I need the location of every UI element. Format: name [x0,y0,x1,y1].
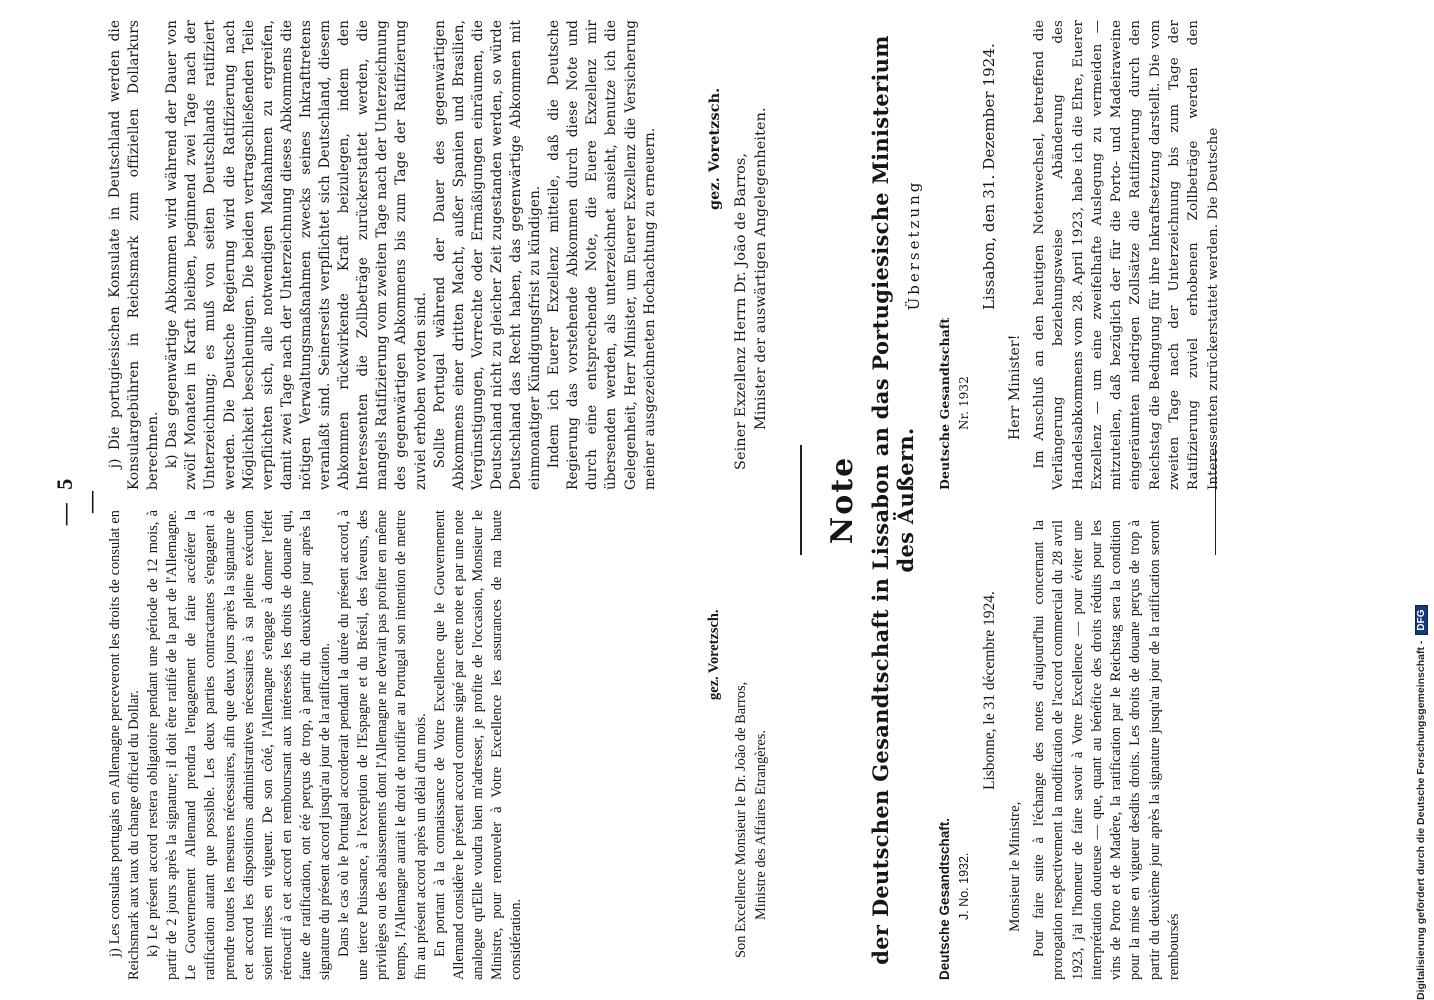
divider-rule-upper [800,445,802,555]
french-para-portugal: Dans le cas où le Portugal accorderait pendant la durée du présent accord, à une tierce Puissance, à l'exception de l'Espagne et du Brésil, des faveurs, des privilèges ou des abaissements dont l'Allemagne ne devrait pas profiter en même temps, l'Allemagne aurait le droit de notifier au Portugal son intention de mettre fin au présent accord après un délai d'un mois. [336,510,429,980]
german-addressee-line1: Seiner Exzellenz Herrn Dr. João de Barros, [733,152,749,470]
note-subtitle: der Deutschen Gesandtschaft in Lissabon an das Portugiesische Ministerium des Äußern. [868,35,918,965]
french-legation: Deutsche Gesandtschaft. [937,817,952,980]
french-addressee-line1: Son Excellence Monsieur le Dr. João de Barros, [733,681,749,958]
german-legation: Deutsche Gesandtschaft [937,317,952,490]
french-column-upper [106,510,526,980]
french-salutation: Monsieur le Ministre, [1007,801,1023,932]
french-reference: J. No. 1932. [957,852,971,920]
french-signature: gez. Voretzsch. [706,609,722,700]
digitization-footer [1408,0,1434,1000]
french-para-j: j) Les consulats portugais en Allemagne perceveront les droits de consulat en Reichsmark aux taux du change officiel du Dollar. [107,510,143,980]
german-para-portugal: Sollte Portugal während der Dauer des gegenwärtigen Abkommens einer dritten Macht, außer Spanien und Brasilien, Vergünstigungen, Vorrechte oder Ermäßigungen einräumen, die Deutschland nicht zu gleicher Zeit zugestanden werden, so würde Deutschland das Recht haben, das gegenwärtige Abkommen mit einmonatiger Kündigungsfrist zu kündigen. [431,20,544,490]
german-lower-body-text: Im Anschluß an den heutigen Notenwechsel, betreffend die Verlängerung beziehungsweise Abänderung des Handelsabkommens vom 28. April 1923, habe ich die Ehre, Euerer Exzellenz — um eine zweifelhafte Auslegung zu vermeiden — mitzuteilen, daß bezüglich der für die Porto- und Madeiraweine eingeräumten niedrigen Zollsätze die Ratifizierung durch den Reichstag die Bedingung für ihre Inkraftsetzung darstellt. Die vom zweiten Tage nach der Unterzeichnung bis zum Tage der Ratifizierung zuviel erhobenen Zollbeträge werden den Interessenten zurückerstattet werden. Die Deutsche [1032,20,1221,490]
french-place-date: Lisbonne, le 31 décembre 1924. [981,591,998,790]
german-column-upper [106,20,660,490]
german-lower-body [1030,20,1223,490]
translation-label: Übersetzung [905,179,923,311]
digitization-credit: Digitalisierung gefördert durch die Deutsche Forschungsgemeinschaft - [1415,640,1427,1000]
german-para-closing: Indem ich Euerer Exzellenz mitteile, daß die Deutsche Regierung das vorstehende Abkommen durch diese Note und durch eine entsprechende Note, die Euere Exzellenz mir übersenden werden, als unterzeichnet ansieht, benutze ich die Gelegenheit, Herr Minister, um Euerer Exzellenz die Versicherung meiner ausgezeichneten Hochachtung zu erneuern. [546,20,658,490]
german-signature: gez. Voretzsch. [706,87,723,210]
french-addressee-line2: Ministre des Affaires Etrangères. [753,730,769,920]
german-place-date: Lissabon, den 31. Dezember 1924. [980,43,998,310]
page-number: — 5 — [52,474,103,526]
german-para-k: k) Das gegenwärtige Abkommen wird während der Dauer von zwölf Monaten in Kraft bleiben, beginnend zwei Tage nach der Unterzeichnung; es muß von seiten Deutschlands ratifiziert werden. Die Deutsche Regierung wird die Ratifizierung nach Möglichkeit beschleunigen. Die beiden vertragschließenden Teile verpflichten sich, alle notwendigen Maßnahmen zu ergreifen, damit zwei Tage nach der Unterzeichnung dieses Abkommens die nötigen Verwaltungsmaßnahmen zwecks seines Inkrafttretens veranlaßt sind. Seinerseits verpflichtet sich Deutschland, diesem Abkommen rückwirkende Kraft beizulegen, indem den Interessenten die Zollbeträge zurückerstattet werden, die mangels Ratifizierung vom zweiten Tage nach der Unterzeichnung des gegenwärtigen Abkommens bis zum Tage der Ratifizierung zuviel erhoben worden sind. [164,20,429,490]
french-para-closing: En portant à la connaissance de Votre Excellence que le Gouvernement Allemand considère le présent accord comme signé par cette note et par une note analogue qu'Elle voudra bien m'adresser, je profite de l'occasion, Monsieur le Ministre, pour renouveler à Votre Excellence les assurances de ma haute considération. [431,510,524,980]
german-addressee-line2: Minister der auswärtigen Angelegenheiten. [753,107,769,430]
german-reference: Nr. 1932 [957,376,971,430]
note-title: Note [825,455,860,545]
french-lower-body [1030,520,1184,980]
german-salutation: Herr Minister! [1007,334,1023,440]
french-lower-body-text: Pour faire suite à l'échange des notes d'aujourd'hui concernant la prorogation respectivement la modification de l'accord commercial du 28 avril 1923, j'ai l'honneur de faire savoir à Votre Excellence — pour éviter une interprétation douteuse — que, quant au bénéfice des droits réduits pour les vins de Porto et de Madère, la ratification par le Reichstag sera la condition pour la mise en vigueur desdits droits. Les droits de douane perçus de trop à partir du deuxième jour après la signature jusqu'au jour de la ratification seront remboursés [1031,520,1183,980]
divider-rule-lower [1215,445,1216,555]
dfg-logo: DFG [1415,606,1428,635]
german-para-j: j) Die portugiesischen Konsulate in Deutschland werden die Konsulargebühren in Reichsmark zum offiziellen Dollarkurs berechnen. [107,20,162,490]
french-para-k: k) Le présent accord restera obligatoire pendant une période de 12 mois, à partir de 2 jours après la signature; il doit être ratifié de la part de l'Allemagne. Le Gouvernement Allemand prendra l'engagement de faire accélérer la ratification autant que possible. Les deux parties contractantes s'engagent à prendre toutes les mesures nécessaires, afin que deux jours après la signature de cet accord les dispositions administratives nécessaires à sa pleine exécution soient mises en vigueur. De son côté, l'Allemagne s'engage à donner l'effet rétroactif à cet accord en remboursant aux intéressés les droits de douane qui, faute de ratification, ont été perçus de trop, à partir du deuxième jour après la signature du présent accord jusqu'au jour de la ratification. [145,510,334,980]
